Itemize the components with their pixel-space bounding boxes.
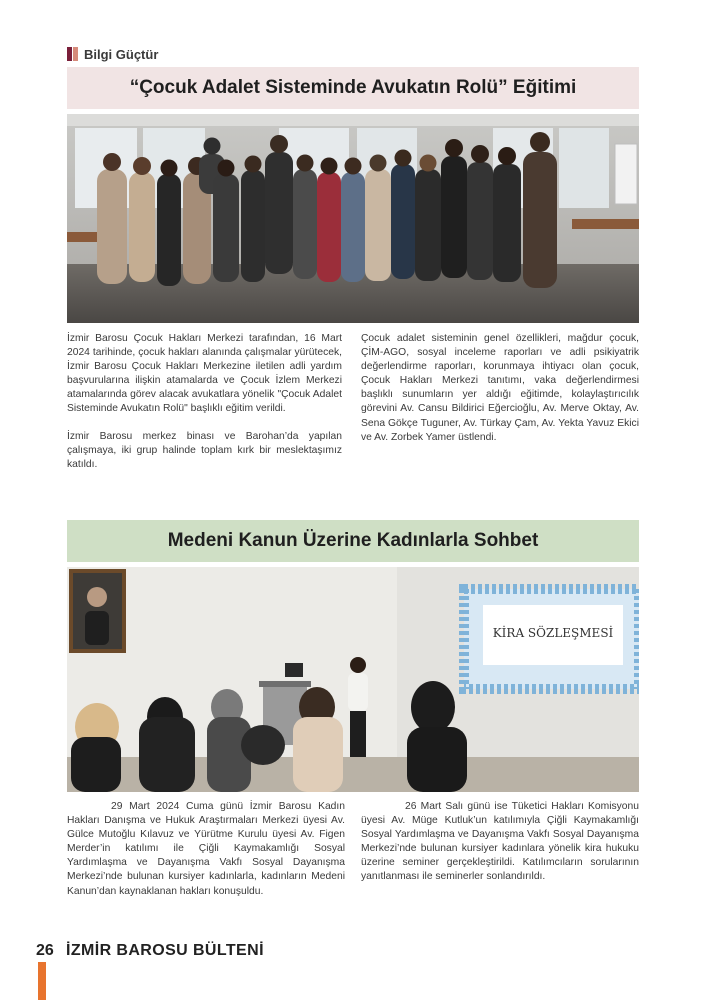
footer-accent-bar <box>38 962 46 1000</box>
article2-title: Medeni Kanun Üzerine Kadınlarla Sohbet <box>167 530 539 551</box>
tag-marker <box>67 47 72 61</box>
article2-right-column <box>361 800 639 885</box>
article2-right-paragraph-1: 26 Mart Salı günü ise Tüketici Hakları Komisyonu üyesi Av. Müge Kutluk’un katılımıyla Çiğli Kaymakamlığı Sosyal Yardımlaşma ve Dayanışma Vakfı Sosyal Dayanışma Merkezi’nde bulunan kursiyer kadınlara yönelik kira hukuku üzerine seminer gerçekleştirildi. Katılımcıların sorularının yanıtlanması ile seminerler sonlandırıldı. <box>361 801 639 883</box>
article1-left-paragraph-1: İzmir Barosu Çocuk Hakları Merkezi tarafından, 16 Mart 2024 tarihinde, çocuk hakları alanında çalışmalar yürütecek, İzmir Barosu Çocuk Hakları Merkezine iletilen adli yardım başvurularına ilişkin atamalarda ve Çocuk İzlem Merkezi atamalarında görev alacak avukatlara yönelik "Çocuk Adalet Sisteminde Avukatın Rolü" başlıklı eğitim verildi. <box>67 333 342 415</box>
article1-heading <box>67 67 639 109</box>
group-photo-illustration <box>67 114 639 323</box>
article1-right-column <box>361 332 639 445</box>
section-tag <box>67 46 158 62</box>
article1-left-column <box>67 332 342 472</box>
slide-title: KİRA SÖZLEŞMESİ <box>492 626 614 640</box>
publication-title: İZMİR BAROSU BÜLTENİ <box>66 942 264 959</box>
article1-right-paragraph-1: Çocuk adalet sisteminin genel özellikleri, mağdur çocuk, ÇİM-AGO, sosyal inceleme raporları ve adli psikiyatrik değerlendirme raporları, korunmaya ihtiyacı olan çocuk, Çocuk Hakları Merkezi tanıtımı, vaka değerlendirmesi başlıklı sunumların yer aldığı eğitimde, kolaylaştırıcılık görevini Av. Cansu Bildirici Eğercioğlu, Av. Merve Oktay, Av. Sena Gökçe Tuguner, Av. Türkay Çam, Av. Yekta Yavuz Ekici ve Av. Zorbek Yamer üstlendi. <box>361 333 639 443</box>
article2-left-column <box>67 800 345 899</box>
article2-seminar-photo <box>67 567 639 792</box>
article1-title: “Çocuk Adalet Sisteminde Avukatın Rolü” Eğitimi <box>129 77 577 98</box>
article2-left-paragraph-1: 29 Mart 2024 Cuma günü İzmir Barosu Kadın Hakları Danışma ve Hukuk Araştırmaları Merkezi üyesi Av. Gülce Mutoğlu Kılavuz ve Yürütme Kurulu üyesi Av. Figen Merder’in katılımı ile Çiğli Kaymakamlığı Sosyal Yardımlaşma ve Dayanışma Vakfı Sosyal Dayanışma Merkezi’nde bulunan kursiyer kadınlarla, kadınların Medeni Kanun’dan kaynaklanan hakları konuşuldu. <box>67 801 345 897</box>
tag-marker-secondary <box>73 47 78 61</box>
section-tag-label: Bilgi Güçtür <box>84 46 159 62</box>
page-number: 26 <box>36 942 54 959</box>
article2-heading <box>67 520 639 562</box>
article1-group-photo <box>67 114 639 323</box>
article1-left-paragraph-2: İzmir Barosu merkez binası ve Barohan’da yapılan çalışmaya, iki grup halinde toplam kırk bir meslektaşımız katıldı. <box>67 430 342 470</box>
seminar-photo-illustration <box>67 567 639 792</box>
